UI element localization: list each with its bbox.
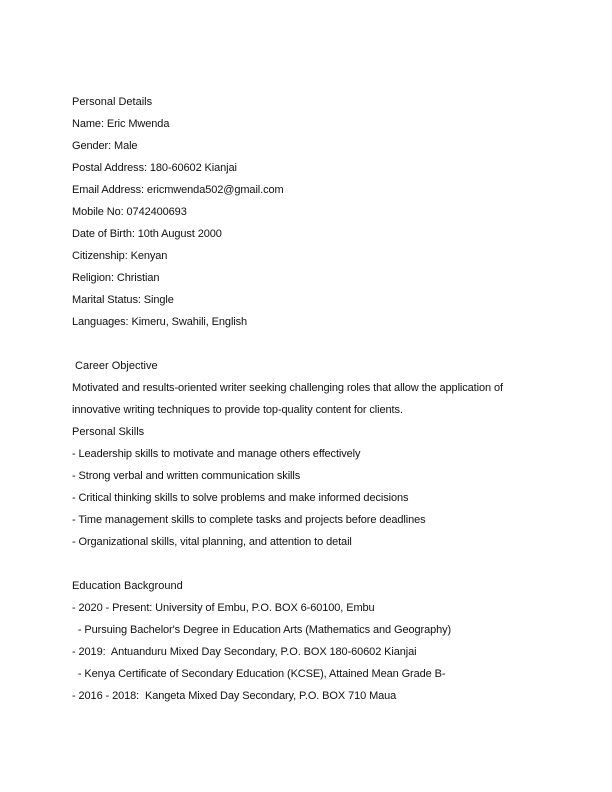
spacer [72, 553, 540, 575]
citizenship-line: Citizenship: Kenyan [72, 250, 168, 262]
skill-item: - Leadership skills to motivate and manage others effectively [72, 448, 361, 460]
mobile-line: Mobile No: 0742400693 [72, 206, 187, 218]
skill-item: - Time management skills to complete tasks and projects before deadlines [72, 514, 426, 526]
personal-details-heading: Personal Details [72, 96, 153, 108]
education-line: - 2020 - Present: University of Embu, P.O. BOX 6-60100, Embu [72, 602, 375, 614]
education-heading: Education Background [72, 580, 183, 592]
skill-item: - Critical thinking skills to solve problems and make informed decisions [72, 492, 409, 504]
education-line: - 2019: Antuanduru Mixed Day Secondary, P.O. BOX 180-60602 Kianjai [72, 646, 417, 658]
languages-line: Languages: Kimeru, Swahili, English [72, 316, 248, 328]
dob-line: Date of Birth: 10th August 2000 [72, 228, 222, 240]
postal-address-line: Postal Address: 180-60602 Kianjai [72, 162, 237, 174]
email-line: Email Address: ericmwenda502@gmail.com [72, 184, 284, 196]
skill-item: - Organizational skills, vital planning, and attention to detail [72, 536, 352, 548]
skill-item: - Strong verbal and written communication skills [72, 470, 301, 482]
career-objective-line: Motivated and results-oriented writer seeking challenging roles that allow the application of [72, 382, 503, 394]
career-objective-heading: Career Objective [72, 360, 158, 372]
marital-status-line: Marital Status: Single [72, 294, 174, 306]
name-line: Name: Eric Mwenda [72, 118, 170, 130]
education-line: - 2016 - 2018: Kangeta Mixed Day Secondary, P.O. BOX 710 Maua [72, 690, 397, 702]
personal-skills-heading: Personal Skills [72, 426, 145, 438]
gender-line: Gender: Male [72, 140, 138, 152]
resume-content [72, 91, 540, 707]
religion-line: Religion: Christian [72, 272, 160, 284]
career-objective-line: innovative writing techniques to provide top-quality content for clients. [72, 404, 403, 416]
spacer [72, 333, 540, 355]
education-line: - Pursuing Bachelor's Degree in Education Arts (Mathematics and Geography) [72, 624, 452, 636]
education-line: - Kenya Certificate of Secondary Education (KCSE), Attained Mean Grade B- [72, 668, 446, 680]
